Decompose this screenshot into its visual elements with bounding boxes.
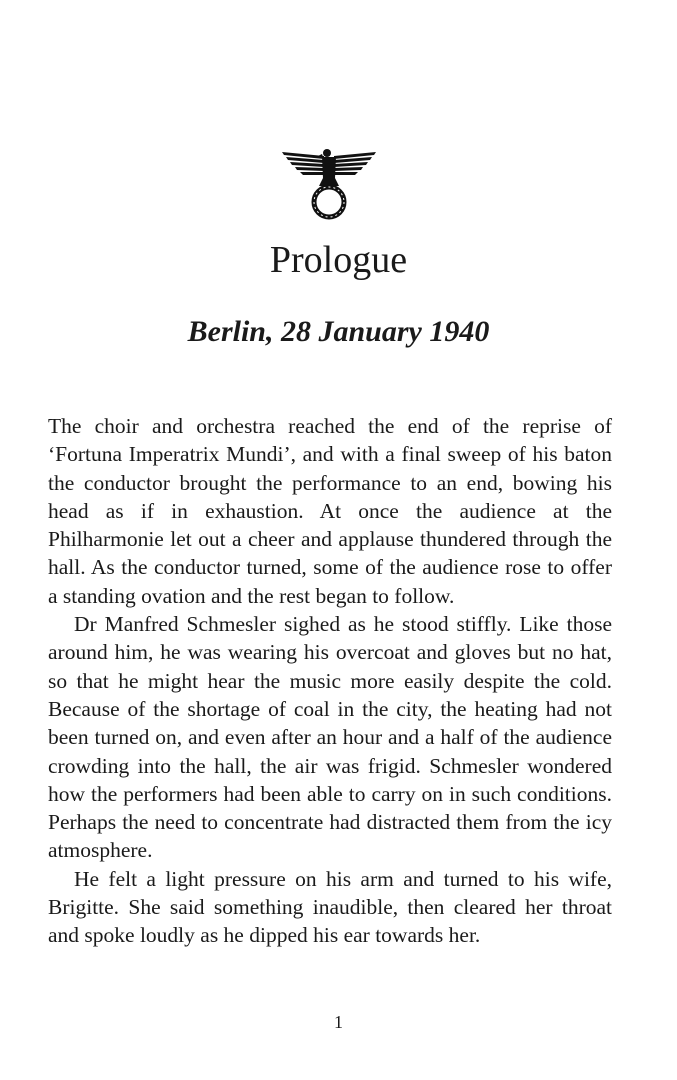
page-number: 1 (334, 1012, 343, 1032)
body-text (48, 412, 612, 950)
eagle-emblem-icon (278, 148, 380, 220)
paragraph: The choir and orchestra reached the end of the reprise of ‘Fortuna Imperatrix Mundi’, and with a final sweep of his baton the conductor brought the performance to an end, bowing his head as if in exhaustion. At once the audience at the Philharmonie let out a cheer and applause thundered through the hall. As the conductor turned, some of the audience rose to offer a standing ovation and the rest began to follow. (48, 414, 612, 608)
paragraph: Dr Manfred Schmesler sighed as he stood stiffly. Like those around him, he was wearing his overcoat and gloves but no hat, so that he might hear the music more easily despite the cold. Because of the shortage of coal in the city, the heating had not been turned on, and even after an hour and a half of the audience crowding into the hall, the air was frigid. Schmesler wondered how the performers had been able to carry on in such conditions. Perhaps the need to concentrate had distracted them from the icy atmosphere. (48, 612, 612, 863)
paragraph: He felt a light pressure on his arm and turned to his wife, Brigitte. She said something inaudible, then cleared her throat and spoke loudly as he dipped his ear towards her. (48, 866, 612, 948)
chapter-subtitle: Berlin, 28 January 1940 (187, 315, 490, 348)
chapter-title: Prologue (269, 239, 408, 281)
